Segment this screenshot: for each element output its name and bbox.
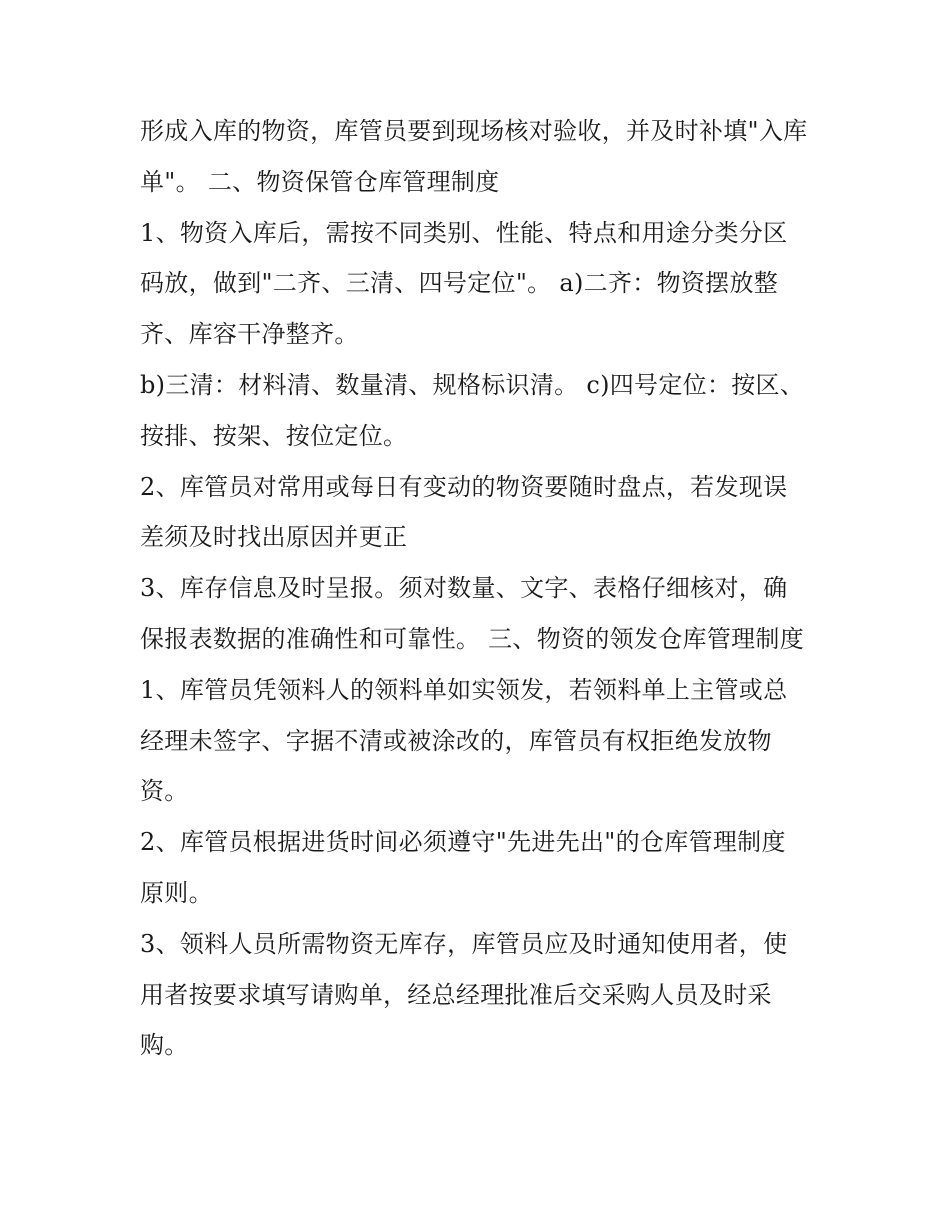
paragraph-8: 3、领料人员所需物资无库存，库管员应及时通知使用者，使用者按要求填写请购单，经总经理批准后交采购人员及时采购。	[140, 929, 788, 1060]
paragraph-2: 1、物资入库后，需按不同类别、性能、特点和用途分类分区码放，做到"二齐、三清、四号定位"。 a)二齐：物资摆放整齐、库容干净整齐。	[140, 218, 788, 349]
paragraph-1: 形成入库的物资，库管员要到现场核对验收，并及时补填"入库单"。 二、物资保管仓库管理制度	[140, 117, 808, 196]
paragraph-4: 2、库管员对常用或每日有变动的物资要随时盘点，若发现误差须及时找出原因并更正	[140, 472, 788, 552]
paragraph-7: 2、库管员根据进货时间必须遵守"先进先出"的仓库管理制度原则。	[140, 828, 786, 907]
paragraph-5: 3、库存信息及时呈报。须对数量、文字、表格仔细核对，确保报表数据的准确性和可靠性。 三、物资的领发仓库管理制度	[140, 574, 805, 653]
document-page	[140, 106, 810, 1071]
paragraph-3: b)三清：材料清、数量清、规格标识清。 c)四号定位：按区、按排、按架、按位定位。	[140, 370, 805, 450]
paragraph-6: 1、库管员凭领料人的领料单如实领发，若领料单上主管或总经理未签字、字据不清或被涂改的，库管员有权拒绝发放物资。	[140, 675, 788, 806]
